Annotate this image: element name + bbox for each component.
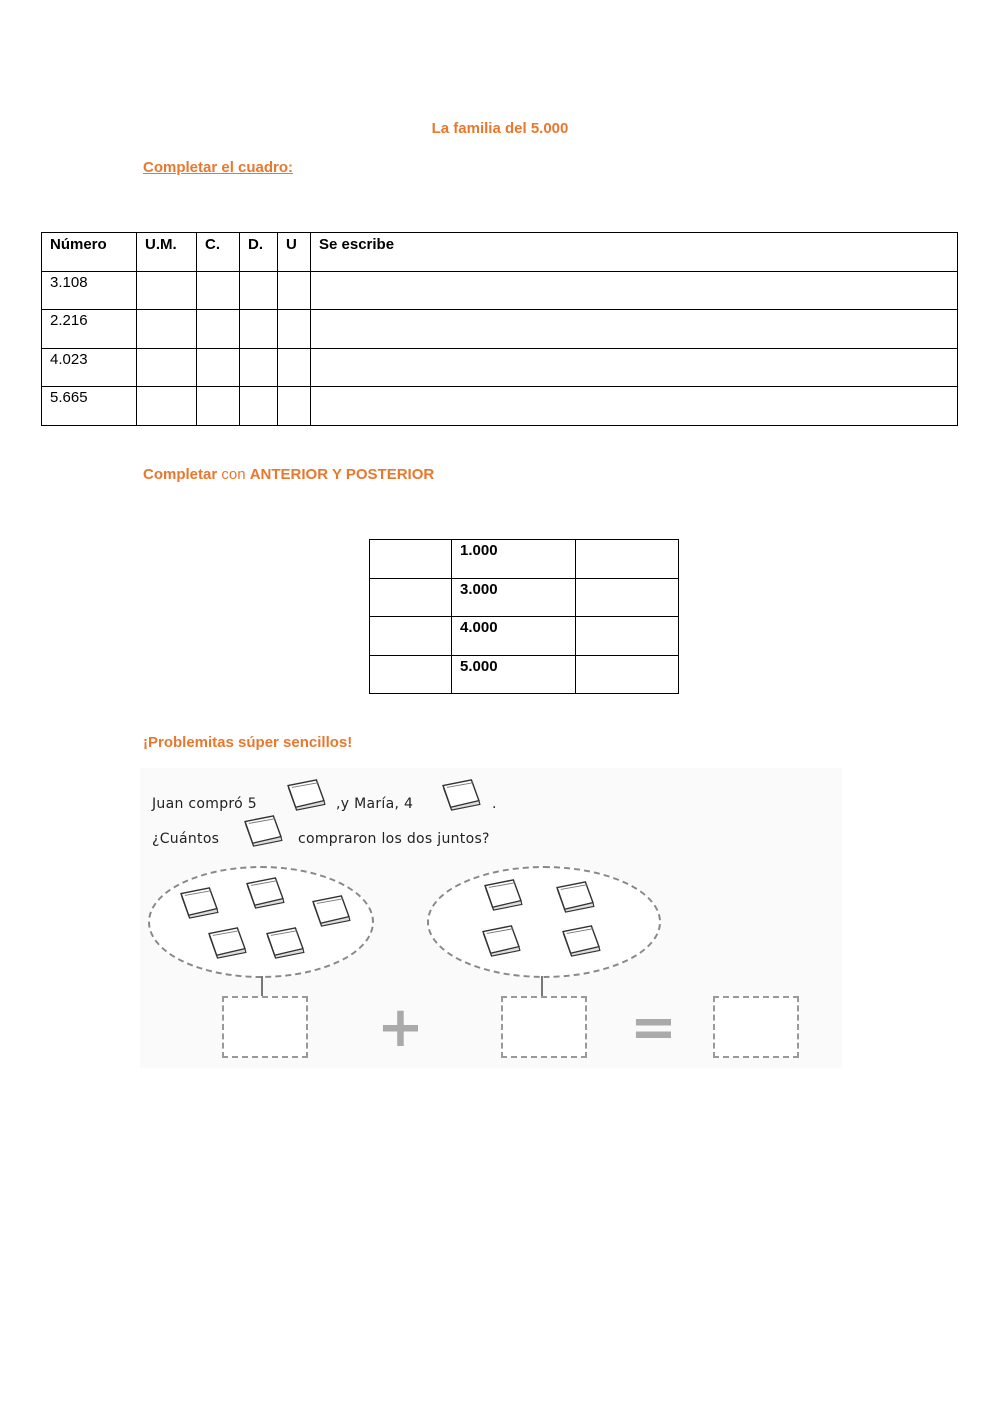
u-cell[interactable] [278,387,311,426]
c-cell[interactable] [197,271,240,310]
problem-text-period: . [492,796,497,812]
d-cell[interactable] [240,348,278,387]
d-cell[interactable] [240,310,278,349]
u-cell[interactable] [278,310,311,349]
maria-books-group [427,866,661,978]
problem-illustration [140,768,842,1068]
table-row [42,387,958,426]
anterior-cell[interactable] [370,655,452,694]
u-cell[interactable] [278,271,311,310]
book-icon [242,876,288,910]
equals-sign: = [630,995,677,1060]
book-icon [552,880,598,914]
se-escribe-cell[interactable] [311,387,958,426]
place-value-table [41,232,958,426]
d-cell[interactable] [240,271,278,310]
um-cell[interactable] [137,387,197,426]
book-icon [478,924,524,958]
book-icon [176,886,222,920]
table-row [370,578,679,617]
table-row [370,540,679,579]
section2-heading-con: con [217,466,250,483]
maria-answer-box[interactable] [501,996,587,1058]
um-cell[interactable] [137,310,197,349]
row-number: 2.216 [42,310,137,349]
given-number: 5.000 [452,655,576,694]
section3-heading: ¡Problemitas súper sencillos! [143,734,353,751]
book-icon [308,894,354,928]
c-cell[interactable] [197,348,240,387]
connector-line [261,976,263,996]
um-cell[interactable] [137,348,197,387]
book-icon [283,778,329,812]
u-cell[interactable] [278,348,311,387]
connector-line [541,976,543,996]
table-row [42,271,958,310]
anterior-cell[interactable] [370,540,452,579]
header-c: C. [197,233,240,272]
table-row [42,348,958,387]
anterior-posterior-table [369,539,679,694]
posterior-cell[interactable] [576,578,679,617]
row-number: 5.665 [42,387,137,426]
given-number: 3.000 [452,578,576,617]
problem-text-maria: ,y María, 4 [336,796,414,812]
total-answer-box[interactable] [713,996,799,1058]
given-number: 4.000 [452,617,576,656]
problem-text-compraron: compraron los dos juntos? [298,831,490,847]
row-number: 4.023 [42,348,137,387]
book-icon [558,924,604,958]
header-se-escribe: Se escribe [311,233,958,272]
juan-answer-box[interactable] [222,996,308,1058]
book-icon [204,926,250,960]
header-d: D. [240,233,278,272]
page-title: La familia del 5.000 [431,120,569,137]
given-number: 1.000 [452,540,576,579]
plus-sign: + [377,995,424,1060]
row-number: 3.108 [42,271,137,310]
book-icon [438,778,484,812]
table-row [42,310,958,349]
anterior-cell[interactable] [370,578,452,617]
header-numero: Número [42,233,137,272]
section2-heading [143,466,434,483]
book-icon [240,814,286,848]
problem-text-juan: Juan compró 5 [152,796,257,812]
posterior-cell[interactable] [576,540,679,579]
posterior-cell[interactable] [576,655,679,694]
section2-heading-anterior-posterior: ANTERIOR Y POSTERIOR [249,466,435,483]
se-escribe-cell[interactable] [311,348,958,387]
um-cell[interactable] [137,271,197,310]
section1-heading: Completar el cuadro: [143,159,294,176]
header-um: U.M. [137,233,197,272]
d-cell[interactable] [240,387,278,426]
book-icon [480,878,526,912]
se-escribe-cell[interactable] [311,271,958,310]
se-escribe-cell[interactable] [311,310,958,349]
section2-heading-completar: Completar [143,466,218,483]
anterior-cell[interactable] [370,617,452,656]
problem-text-cuantos: ¿Cuántos [152,831,220,847]
table-header-row [42,233,958,272]
c-cell[interactable] [197,310,240,349]
table-row [370,655,679,694]
posterior-cell[interactable] [576,617,679,656]
c-cell[interactable] [197,387,240,426]
header-u: U [278,233,311,272]
table-row [370,617,679,656]
book-icon [262,926,308,960]
